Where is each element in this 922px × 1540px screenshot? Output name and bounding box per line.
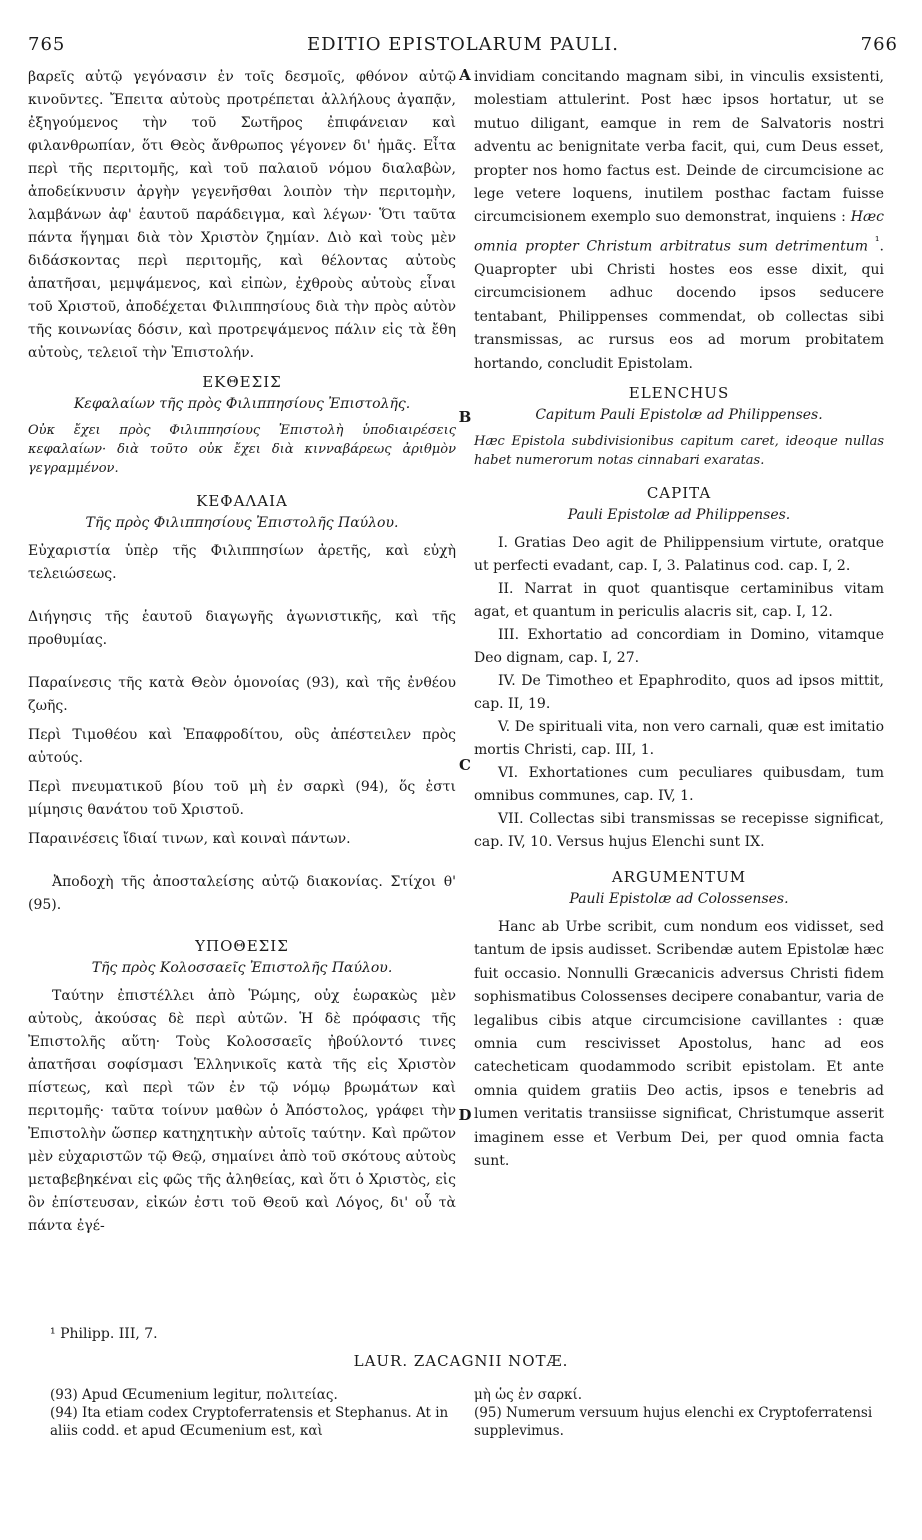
ekthesis-subheading: Κεφαλαίων τῆς πρὸς Φιλιππησίους Ἐπιστολῆς. — [73, 396, 411, 412]
elenchus-note: Hæc Epistola subdivisionibus capitum caret, ideoque nullas habet numerorum notas cinnabari exaratas. — [474, 433, 884, 468]
notes-heading: LAUR. ZACAGNII NOTÆ. — [353, 1352, 569, 1370]
greek-column — [28, 66, 456, 1238]
footnote-ref: ¹ — [868, 233, 880, 248]
note-entry: (94) Ita etiam codex Cryptoferratensis et Stephanus. At in aliis codd. et apud Œcumenium est, καὶ — [50, 1405, 449, 1439]
ekthesis-note: Οὐκ ἔχει πρὸς Φιλιππησίους Ἐπιστολὴ ὑποδιαιρέσεις κεφαλαίων· διὰ τοῦτο οὐκ ἔχει διὰ κινναβάρεως ἀριθμὸν γεγραμμένον. — [28, 423, 456, 476]
page-number-left: 765 — [28, 34, 66, 55]
latin-prologue-text: invidiam concitando magnam sibi, in vinculis exsistenti, molestiam attulerint. Post hæc ipsos hortatur, ut se mutuo diligant, eamque in rem de Salvatoris nostri adventu ac benignitate verba facit, qui, cum Deus esset, propter nos homo factus est. Deinde de circumcisione ac lege vetere loquens, inutilem posthac factam fuisse circumcisionem exemplo suo demonstrat, inquiens : — [474, 69, 884, 226]
argumentum-heading: ARGUMENTUM — [611, 867, 747, 886]
caput-item: II. Narrat in quot quantisque certaminibus vitam agat, et quantum in periculis alacris sit, cap. I, 12. — [474, 580, 884, 620]
elenchus-subheading: Capitum Pauli Epistolæ ad Philippenses. — [535, 406, 823, 423]
latin-column — [474, 66, 884, 1173]
ekthesis-heading: ΕΚΘΕΣΙΣ — [202, 373, 282, 391]
caput-item: V. De spirituali vita, non vero carnali, quæ est imitatio mortis Christi, cap. III, 1. — [474, 718, 884, 758]
hypothesis-heading: ΥΠΟΘΕΣΙΣ — [195, 937, 289, 955]
note-entry: (95) Numerum versuum hujus elenchi ex Cryptoferratensi supplevimus. — [474, 1405, 873, 1439]
margin-letter-d: D — [458, 1106, 472, 1124]
kephalaion-item: Ἀποδοχὴ τῆς ἀποσταλείσης αὐτῷ διακονίας. Στίχοι θ' (95). — [28, 874, 456, 913]
kephalaia-heading: ΚΕΦΑΛΑΙΑ — [196, 492, 288, 510]
running-title: EDITIO EPISTOLARUM PAULI. — [307, 34, 619, 55]
margin-letter-b: B — [458, 408, 472, 426]
latin-prologue-end: . Quapropter ubi Christi hostes eos esse dixit, qui circumcisionem adhuc docendo ipsos seducere tentabant, Philippenses commendat, ob collectas sibi transmissas, ac rursus eos ad morum probitatem hortando, concludit Epistolam. — [474, 238, 884, 372]
hypothesis-text: Ταύτην ἐπιστέλλει ἀπὸ Ῥώμης, οὐχ ἑωρακὼς μὲν αὐτοὺς, ἀκούσας δὲ περὶ αὐτῶν. Ἡ δὲ πρόφασις τῆς Ἐπιστολῆς αὕτη· Τοὺς Κολοσσαεῖς ἠβούλοντό τινες ἀπατῆσαι σοφίσμασι Ἑλληνικοῖς κατὰ τῆς εἰς Χριστὸν πίστεως, καὶ περὶ τῶν ἐν τῷ νόμῳ βρωμάτων καὶ περιτομῆς· ταῦτα τοίνυν μαθὼν ὁ Ἀπόστολος, γράφει τὴν Ἐπιστολὴν ὥσπερ κατηχητικὴν αὐτοῖς ταύτην. Καὶ πρῶτον μὲν εὐχαριστῶν τῷ Θεῷ, σημαίνει ἀπὸ τοῦ σκότους αὐτοὺς μεταβεβηκέναι εἰς φῶς τῆς ἀληθείας, καὶ ὅτι ὁ Χριστὸς, εἰς ὃν ἐπίστευσαν, εἰκών ἐστι τοῦ Θεοῦ καὶ Λόγος, δι' οὗ τὰ πάντα ἐγέ- — [28, 988, 456, 1234]
margin-letter-a: A — [459, 66, 471, 84]
capita-subheading: Pauli Epistolæ ad Philippenses. — [567, 506, 791, 523]
greek-prologue: βαρεῖς αὐτῷ γεγόνασιν ἐν τοῖς δεσμοῖς, φθόνον αὐτῷ κινοῦντες. Ἔπειτα αὐτοὺς προτρέπεται ἀλλήλους ἀγαπᾷν, ἐξηγούμενος τὴν τοῦ Σωτῆρος ἐπιφάνειαν καὶ φιλανθρωπίαν, ὅτι Θεὸς ἄνθρωπος γέγονεν δι' ἡμᾶς. Εἶτα περὶ τῆς περιτομῆς, καὶ τοῦ παλαιοῦ νόμου διαλαβὼν, ἀποδείκνυσιν ἀργὴν γεγενῆσθαι λοιπὸν τὴν περιτομὴν, λαμβάνων ἀφ' ἑαυτοῦ παράδειγμα, καὶ λέγων· Ὅτι ταῦτα πάντα ἥγημαι διὰ τὸν Χριστὸν ζημίαν. Διὸ καὶ τοὺς μὲν διδάσκοντας περὶ περιτομῆς, καὶ θέλοντας αὐτοὺς ἀπατῆσαι, μεμψάμενος, καὶ εἰπὼν, ἐχθροὺς αὐτοὺς εἶναι τοῦ Χριστοῦ, ἀποδέχεται Φιλιππησίους διὰ τὴν πρὸς αὐτὸν τῆς κοινωνίας δόσιν, καὶ προτρεψάμενος πάλιν εἰς τὰ ἔθη αὐτοὺς, τελειοῖ τὴν Ἐπιστολήν. — [28, 69, 456, 361]
notes-left-column — [50, 1386, 460, 1440]
kephalaion-item: Παραινέσεις ἴδιαί τινων, καὶ κοιναὶ πάντων. — [28, 831, 351, 847]
argumentum-subheading: Pauli Epistolæ ad Colossenses. — [569, 890, 789, 907]
caput-item: IV. De Timotheo et Epaphrodito, quos ad ipsos mittit, cap. II, 19. — [474, 672, 884, 712]
latin-prologue-quote: Hæc omnia propter Christum arbitratus sum detrimentum — [474, 209, 884, 255]
caput-item: I. Gratias Deo agit de Philippensium virtute, oratque ut perfecti evadant, cap. I, 3. Palatinus cod. cap. I, 2. — [474, 534, 884, 574]
latin-prologue — [474, 66, 884, 376]
note-entry: μὴ ὡς ἐν σαρκί. — [474, 1387, 583, 1403]
kephalaion-item: Εὐχαριστία ὑπὲρ τῆς Φιλιππησίων ἀρετῆς, καὶ εὐχὴ τελειώσεως. — [28, 543, 456, 582]
footnote: ¹ Philipp. III, 7. — [50, 1326, 158, 1342]
note-entry: (93) Apud Œcumenium legitur, πολιτείας. — [50, 1387, 338, 1403]
capita-heading: CAPITA — [646, 483, 712, 502]
notes-right-column — [474, 1386, 884, 1440]
caput-item: VI. Exhortationes cum peculiares quibusdam, tum omnibus communes, cap. IV, 1. — [474, 764, 884, 804]
hypothesis-subheading: Τῆς πρὸς Κολοσσαεῖς Ἐπιστολῆς Παύλου. — [91, 960, 393, 976]
margin-letter-c: C — [459, 756, 471, 774]
running-header — [28, 34, 898, 58]
argumentum-text: Hanc ab Urbe scribit, cum nondum eos vidisset, sed tantum de ipsis audisset. Scribendæ autem Epistolæ hæc fuit occasio. Nonnulli Græcanicis adversus Christi fidem sophismatibus Colossenses decipere conabantur, varia de legalibus cibis atque circumcisione cavillantes : quæ omnia cum rescivisset Apostolus, hanc ad eos catecheticam quodammodo scribit epistolam. Et ante omnia quidem gratiis Deo actis, ipsos e tenebris ad lumen veritatis transiisse significat, Christumque asserit imaginem esse et Verbum Dei, per quod omnia facta sunt. — [474, 918, 884, 1169]
page-number-right: 766 — [860, 34, 898, 55]
kephalaia-subheading: Τῆς πρὸς Φιλιππησίους Ἐπιστολῆς Παύλου. — [85, 515, 399, 531]
caput-item: VII. Collectas sibi transmissas se recepisse significat, cap. IV, 10. Versus hujus Elenchi sunt IX. — [474, 810, 884, 850]
kephalaion-item: Παραίνεσις τῆς κατὰ Θεὸν ὁμονοίας (93), καὶ τῆς ἐνθέου ζωῆς. — [28, 675, 456, 714]
caput-item: III. Exhortatio ad concordiam in Domino, vitamque Deo dignam, cap. I, 27. — [474, 626, 884, 666]
kephalaion-item: Περὶ Τιμοθέου καὶ Ἐπαφροδίτου, οὓς ἀπέστειλεν πρὸς αὐτούς. — [28, 727, 456, 766]
kephalaion-item: Διήγησις τῆς ἑαυτοῦ διαγωγῆς ἀγωνιστικῆς, καὶ τῆς προθυμίας. — [28, 609, 456, 648]
kephalaion-item: Περὶ πνευματικοῦ βίου τοῦ μὴ ἐν σαρκὶ (94), ὅς ἐστι μίμησις θανάτου τοῦ Χριστοῦ. — [28, 779, 456, 818]
elenchus-heading: ELENCHUS — [628, 383, 730, 402]
